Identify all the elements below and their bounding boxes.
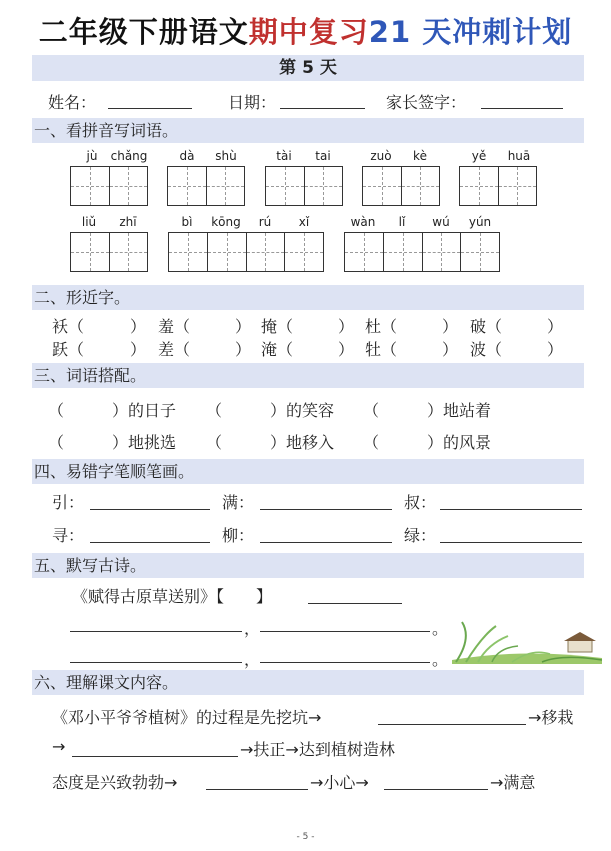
pinyin: bì <box>181 215 193 229</box>
text-segment: →扶正→达到植树造林 <box>240 740 395 759</box>
pinyin: shù <box>215 149 237 163</box>
poem-title: 《赋得古原草送别》【 】 <box>72 587 273 606</box>
pinyin: tai <box>315 149 331 163</box>
page-number: - 5 - <box>296 832 315 842</box>
pinyin: wú <box>432 215 450 229</box>
char-item: 差（ <box>158 340 191 359</box>
signature-field[interactable] <box>481 108 563 109</box>
char-item: 淹（ <box>261 340 294 359</box>
char-close: ） <box>130 317 147 336</box>
writing-grid[interactable] <box>168 232 324 272</box>
writing-grid[interactable] <box>265 166 343 206</box>
answer-line[interactable] <box>260 662 430 663</box>
phrase-item: （ ）地站着 <box>363 401 492 420</box>
pinyin: yún <box>468 215 492 229</box>
char-item: 跃（ <box>52 340 85 359</box>
char-close: ） <box>442 340 459 359</box>
char-item: 羞（ <box>158 317 191 336</box>
section-4-heading: 四、易错字笔顺笔画。 <box>32 459 584 484</box>
stroke-label: 柳： <box>222 526 255 545</box>
stroke-label: 满： <box>222 493 255 512</box>
section-2-heading: 二、形近字。 <box>32 285 584 310</box>
section-6-heading: 六、理解课文内容。 <box>32 670 584 695</box>
answer-line[interactable] <box>378 724 526 725</box>
text-segment: →移栽 <box>528 708 574 727</box>
stroke-label: 寻： <box>52 526 85 545</box>
pinyin: liǔ <box>81 215 97 229</box>
writing-grid[interactable] <box>70 232 148 272</box>
section-5-heading: 五、默写古诗。 <box>32 553 584 578</box>
answer-line[interactable] <box>440 542 582 543</box>
char-close: ） <box>338 340 355 359</box>
char-item: 掩（ <box>261 317 294 336</box>
pinyin: kè <box>413 149 427 163</box>
section-3-heading: 三、词语搭配。 <box>32 363 584 388</box>
char-item: 破（ <box>470 317 503 336</box>
writing-grid[interactable] <box>344 232 500 272</box>
pinyin: jù <box>86 149 98 163</box>
char-close: ） <box>130 340 147 359</box>
comma: ， <box>244 650 261 669</box>
char-close: ） <box>235 317 252 336</box>
answer-line[interactable] <box>260 542 392 543</box>
answer-line[interactable] <box>384 789 488 790</box>
pinyin: kōng <box>211 215 241 229</box>
page-title: 二年级下册语文期中复习21 天冲刺计划 <box>38 15 573 49</box>
answer-line[interactable] <box>70 662 242 663</box>
text-segment: → <box>52 737 66 756</box>
name-field[interactable] <box>108 108 192 109</box>
phrase-item: （ ）的日子 <box>48 401 177 420</box>
grass-illustration <box>452 618 602 664</box>
answer-line[interactable] <box>440 509 582 510</box>
text-segment: 态度是兴致勃勃→ <box>52 773 178 792</box>
writing-grid[interactable] <box>167 166 245 206</box>
stroke-label: 引： <box>52 493 85 512</box>
date-field[interactable] <box>280 108 365 109</box>
char-item: 波（ <box>470 340 503 359</box>
phrase-item: （ ）的风景 <box>363 433 492 452</box>
pinyin: wàn <box>350 215 376 229</box>
writing-grid[interactable] <box>459 166 537 206</box>
section-1-heading: 一、看拼音写词语。 <box>32 118 584 143</box>
pinyin: huā <box>507 149 531 163</box>
text-segment: 《邓小平爷爷植树》的过程是先挖坑→ <box>52 708 322 727</box>
phrase-item: （ ）的笑容 <box>206 401 335 420</box>
answer-line[interactable] <box>90 542 210 543</box>
comma: ， <box>244 619 261 638</box>
char-item: 牡（ <box>365 340 398 359</box>
char-item: 袄（ <box>52 317 85 336</box>
period: 。 <box>432 619 449 638</box>
text-segment: →小心→ <box>310 773 369 792</box>
answer-line[interactable] <box>206 789 308 790</box>
stroke-label: 绿： <box>404 526 437 545</box>
pinyin: tài <box>276 149 292 163</box>
answer-line[interactable] <box>72 756 238 757</box>
char-close: ） <box>547 317 564 336</box>
name-label: 姓名： <box>48 93 97 112</box>
writing-grid[interactable] <box>362 166 440 206</box>
pinyin: xǐ <box>298 215 310 229</box>
char-close: ） <box>442 317 459 336</box>
pinyin: chǎng <box>110 149 148 163</box>
answer-line[interactable] <box>70 631 242 632</box>
pinyin: yě <box>471 149 487 163</box>
answer-line[interactable] <box>260 509 392 510</box>
answer-line[interactable] <box>308 603 402 604</box>
date-label: 日期： <box>228 93 277 112</box>
day-label: 第 5 天 <box>32 55 584 81</box>
pinyin: dà <box>179 149 195 163</box>
pinyin: lǐ <box>398 215 406 229</box>
writing-grid[interactable] <box>70 166 148 206</box>
char-close: ） <box>235 340 252 359</box>
phrase-item: （ ）地挑选 <box>48 433 177 452</box>
text-segment: →满意 <box>490 773 536 792</box>
char-item: 杜（ <box>365 317 398 336</box>
char-close: ） <box>547 340 564 359</box>
phrase-item: （ ）地移入 <box>206 433 335 452</box>
pinyin: zuò <box>370 149 392 163</box>
pinyin: zhī <box>119 215 137 229</box>
answer-line[interactable] <box>90 509 210 510</box>
pinyin: rú <box>258 215 272 229</box>
stroke-label: 叔： <box>404 493 437 512</box>
char-close: ） <box>338 317 355 336</box>
period: 。 <box>432 650 449 669</box>
signature-label: 家长签字： <box>386 93 467 112</box>
answer-line[interactable] <box>260 631 430 632</box>
